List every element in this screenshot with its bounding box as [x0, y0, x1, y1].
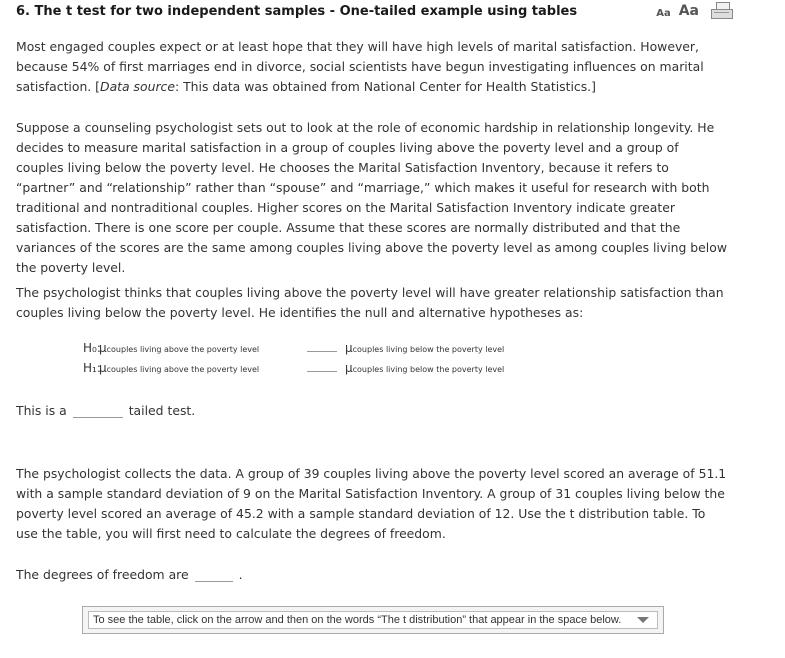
null-hypothesis-operator-select[interactable] — [307, 339, 337, 352]
increase-font-button[interactable]: Aa — [678, 3, 699, 19]
alternative-hypothesis: H₁: μcouples living above the poverty level μcouples living below the poverty level — [83, 361, 505, 375]
df-select[interactable] — [195, 569, 233, 582]
hypothesis-intro-paragraph: The psychologist thinks that couples living above the poverty level will have greater relationship satisfaction than couples living below the poverty level. He identifies the null and alternative hypotheses as: — [16, 285, 724, 320]
intro-paragraph: Most engaged couples expect or at least hope that they will have high levels of marital satisfaction. However, because 54% of first marriages end in divorce, social scientists have begun investigating influences on marital satisfaction. [Data source: This data was obtained from National Center for Health Statistics.] — [16, 39, 704, 94]
null-hypothesis: H₀: μcouples living above the poverty level μcouples living below the poverty level — [83, 341, 505, 355]
data-paragraph: The psychologist collects the data. A group of 39 couples living above the poverty level scored an average of 51.1 with a sample standard deviation of 9 on the Marital Satisfaction Inventory. A group of 31 couples living below the poverty level scored an average of 45.2 with a sample standard deviation of 12. Use the t distribution table. To use the table, you will first need to calculate the degrees of freedom. — [16, 466, 727, 541]
toolbar — [656, 2, 733, 20]
decrease-font-button[interactable]: Aa — [656, 7, 671, 19]
tail-select[interactable] — [73, 405, 123, 418]
scenario-paragraph: Suppose a counseling psychologist sets out to look at the role of economic hardship in relationship longevity. He decides to measure marital satisfaction in a group of couples living above the poverty level and a group of couples living below the poverty level. He chooses the Marital Satisfaction Inventory, because it refers to “partner” and “relationship” rather than “spouse” and “marriage,” which makes it useful for research with both traditional and nontraditional couples. Higher scores on the Marital Satisfaction Inventory indicate greater satisfaction. There is one score per couple. Assume that these scores are normally distributed and that the variances of the scores are the same among couples living above the poverty level as among couples living below the poverty level. — [16, 120, 727, 275]
chevron-down-icon[interactable] — [637, 617, 649, 623]
df-question: The degrees of freedom are . — [16, 567, 243, 582]
t-table-dropdown-label: To see the table, click on the arrow and then on the words “The t distribution” that appear in the space below. — [93, 614, 622, 626]
print-icon[interactable] — [711, 2, 733, 20]
t-table-dropdown[interactable] — [82, 606, 664, 634]
alternative-hypothesis-operator-select[interactable] — [307, 359, 337, 372]
tail-question: This is a tailed test. — [16, 403, 196, 418]
page-title: 6. The t test for two independent samples - One-tailed example using tables — [16, 4, 578, 19]
